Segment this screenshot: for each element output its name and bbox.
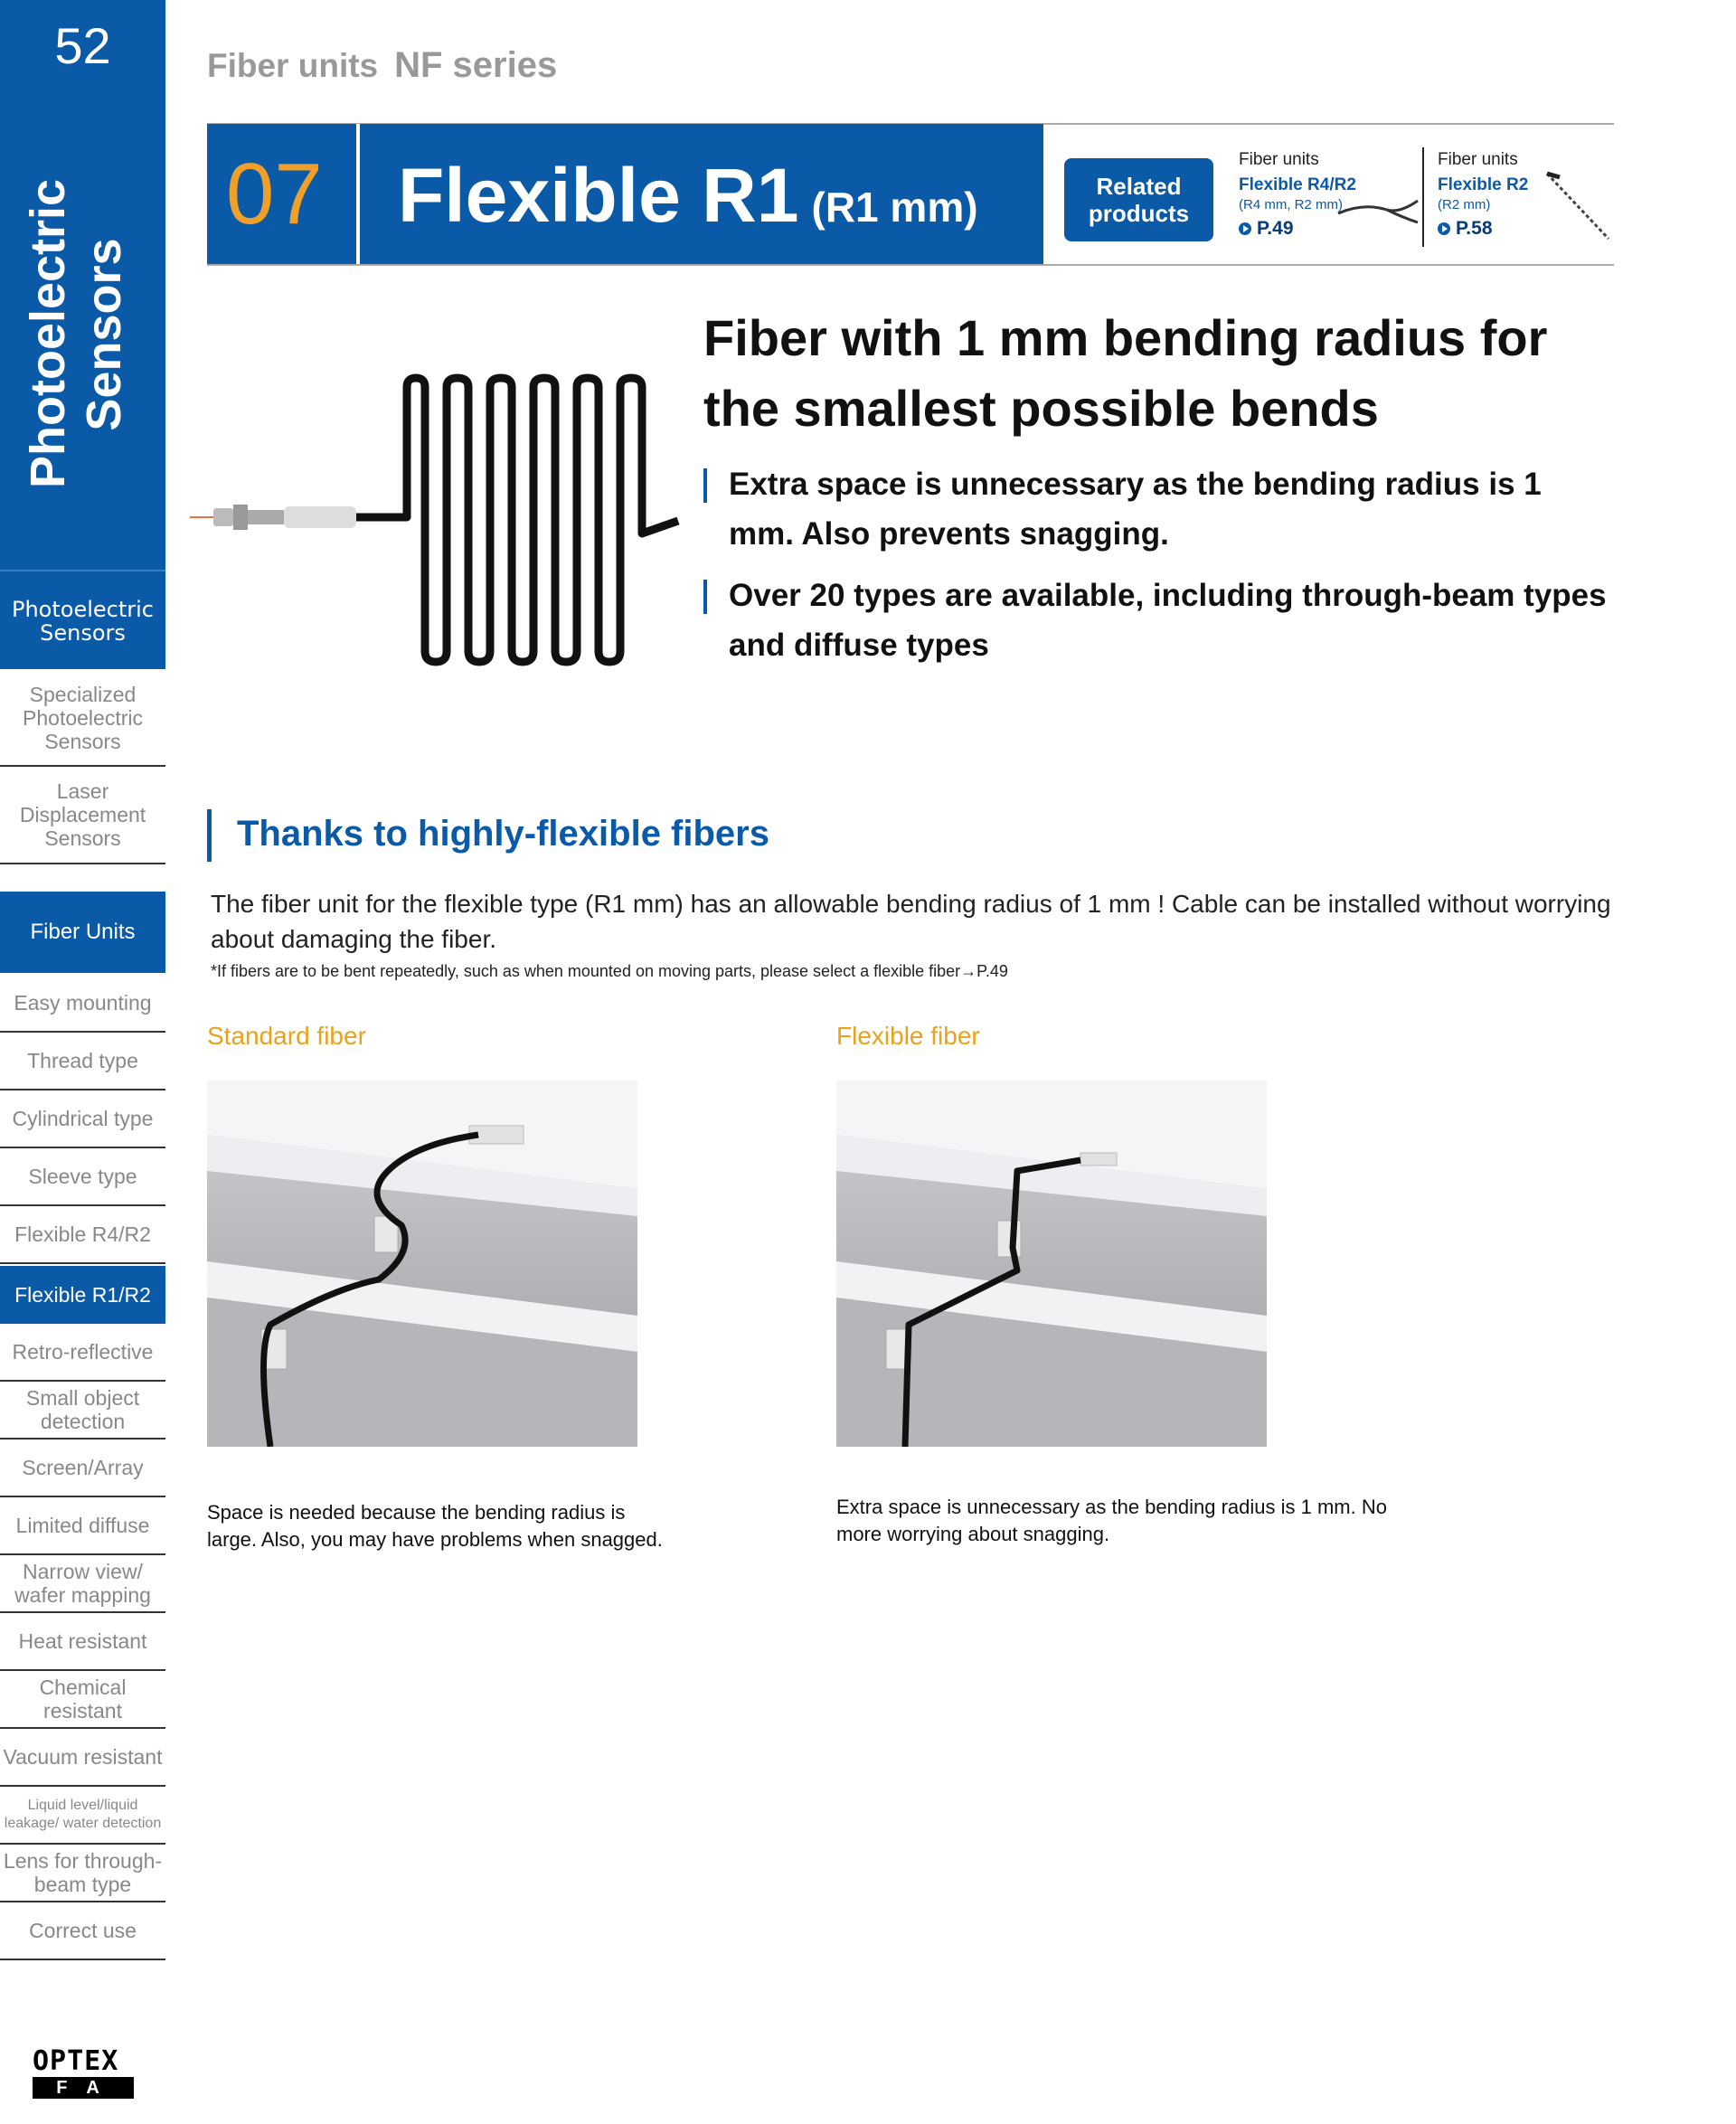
standard-fiber-caption: Space is needed because the bending radius is large. Also, you may have problems when snagged. [207,1501,663,1551]
sidebar-item-flexible-r4-r2[interactable]: Flexible R4/R2 [0,1206,165,1264]
standard-fiber-label: Standard fiber [207,1022,366,1050]
related-name: Flexible R2 [1438,175,1529,194]
section-heading-bar [207,809,212,862]
logo-top-text: OPTEX [33,2045,119,2077]
logo-bottom-text: FA [33,2077,134,2099]
sidebar-item-retro-reflective[interactable]: Retro-reflective [0,1324,165,1382]
sidebar-item-correct-use[interactable]: Correct use [0,1902,165,1960]
sidebar-item-narrow-view[interactable]: Narrow view/ wafer mapping [0,1555,165,1613]
breadcrumb [207,45,557,86]
related-product-flexible-r2[interactable] [1438,150,1528,239]
flexible-fiber-label: Flexible fiber [836,1022,980,1050]
standard-fiber-photo [207,1081,637,1447]
hero-bullet [703,459,1615,559]
sidebar-item-easy-mounting[interactable]: Easy mounting [0,975,165,1033]
section-description: The fiber unit for the flexible type (R1 mm) has an allowable bending radius of 1 mm ! Cable can be installed without worrying about damaging the fiber. [211,890,1611,953]
bullet-bar [703,468,707,503]
arrow-circle-icon [1239,222,1251,235]
page-number: 52 [54,17,111,74]
fiber-r4-thumbnail-icon [1336,190,1420,226]
sidebar-item-small-object[interactable]: Small object detection [0,1382,165,1440]
flexible-fiber-photo [836,1081,1267,1447]
title-divider [356,124,360,264]
related-size: (R2 mm) [1438,197,1491,212]
sidebar-item-cylindrical-type[interactable]: Cylindrical type [0,1090,165,1148]
header-bottom-rule [207,264,1614,266]
sidebar-item-fiber-units[interactable]: Fiber Units [0,892,165,973]
related-size: (R4 mm, R2 mm) [1239,197,1343,212]
sidebar-section-photoelectric[interactable]: Photoelectric Sensors [0,570,165,671]
sidebar-item-thread-type[interactable]: Thread type [0,1033,165,1090]
breadcrumb-fiber-units: Fiber units [207,47,379,84]
page-title [398,152,978,240]
section-heading: Thanks to highly-flexible fibers [237,814,769,854]
breadcrumb-series: NF series [394,45,558,85]
related-category: Fiber units [1239,150,1319,169]
related-category: Fiber units [1438,150,1518,169]
optex-logo [33,2045,134,2099]
hero-bullet [703,571,1615,670]
category-line-2: Sensors [77,238,131,431]
related-page-link[interactable] [1438,219,1528,239]
sidebar-item-sleeve-type[interactable]: Sleeve type [0,1148,165,1206]
hero-bullet-text: Extra space is unnecessary as the bending radius is 1 mm. Also prevents snagging. [729,467,1542,552]
hero-bullet-text: Over 20 types are available, including through-beam types and diffuse types [729,578,1607,663]
page-title-text: Flexible R1 [398,153,799,238]
sidebar-item-chemical-resistant[interactable]: Chemical resistant [0,1671,165,1729]
page-title-sub: (R1 mm) [811,184,978,231]
hero-title: Fiber with 1 mm bending radius for the smallest possible bends [703,309,1548,437]
section-number: 07 [226,146,323,242]
sidebar-item-flexible-r1-r2[interactable]: Flexible R1/R2 [0,1266,165,1324]
category-vertical-label [20,178,132,488]
arrow-circle-icon [1438,222,1450,235]
related-page: P.58 [1456,218,1493,239]
sidebar-item-limited-diffuse[interactable]: Limited diffuse [0,1497,165,1555]
sidebar [0,0,165,2124]
sidebar-item-liquid-level[interactable]: Liquid level/liquid leakage/ water detection [0,1787,165,1845]
sidebar-item-laser[interactable]: Laser Displacement Sensors [0,767,165,864]
sidebar-item-heat-resistant[interactable]: Heat resistant [0,1613,165,1671]
bullet-bar [703,580,707,614]
related-page: P.49 [1257,218,1294,239]
sidebar-item-lens-through-beam[interactable]: Lens for through-beam type [0,1845,165,1902]
sidebar-item-screen-array[interactable]: Screen/Array [0,1440,165,1497]
section-note: *If fibers are to be bent repeatedly, such as when mounted on moving parts, please select a flexible fiber→P.49 [211,962,1008,980]
related-name: Flexible R4/R2 [1239,175,1356,194]
sidebar-item-vacuum-resistant[interactable]: Vacuum resistant [0,1729,165,1787]
flexible-fiber-illustration [190,362,696,687]
category-line-1: Photoelectric [21,178,75,488]
fiber-r2-coil-icon [1542,168,1614,250]
sidebar-item-specialized[interactable]: Specialized Photoelectric Sensors [0,671,165,767]
related-separator [1422,147,1424,247]
flexible-fiber-caption: Extra space is unnecessary as the bending radius is 1 mm. No more worrying about snagging. [836,1496,1387,1545]
related-products-button[interactable]: Related products [1064,158,1213,241]
